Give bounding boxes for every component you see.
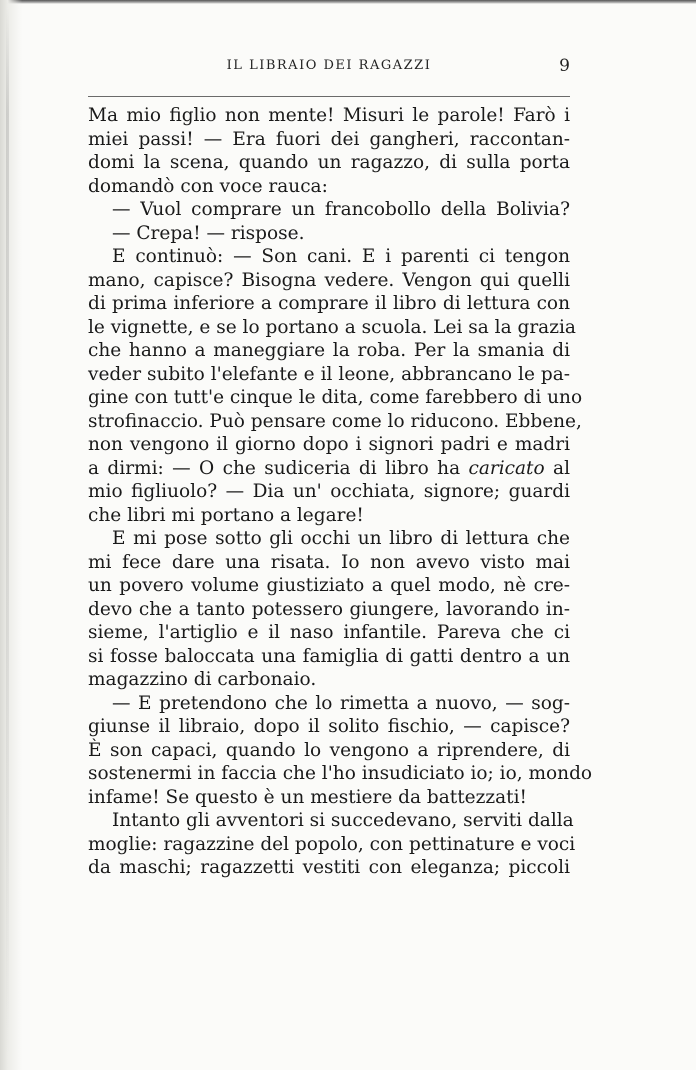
text-line: — E pretendono che lo rimetta a nuovo, — sog- xyxy=(112,692,570,714)
header-rule xyxy=(88,96,570,97)
text-line: si fosse baloccata una famiglia di gatti dentro a un xyxy=(88,645,570,667)
text-line: Ma mio figlio non mente! Misuri le parole! Farò i xyxy=(88,105,570,126)
text-line: infame! Se questo è un mestiere da battezzati! xyxy=(88,786,527,808)
text-line: le vignette, e se lo portano a scuola. Lei sa la grazia xyxy=(88,316,576,338)
binding-fold xyxy=(6,8,9,1058)
text-line: mio figliuolo? — Dia un' occhiata, signore; guardi xyxy=(88,481,570,502)
text-line: Intanto gli avventori si succedevano, serviti dalla xyxy=(112,810,574,831)
text-line: da maschi; ragazzetti vestiti con eleganza; piccoli xyxy=(88,857,570,878)
text-line: veder subito l'elefante e il leone, abbrancano le pa- xyxy=(88,363,570,385)
text-line: È son capaci, quando lo vengono a riprendere, di xyxy=(88,739,570,761)
text-line: di prima inferiore a comprare il libro di lettura con xyxy=(88,293,570,314)
text-line: E mi pose sotto gli occhi un libro di lettura che xyxy=(112,528,570,549)
text-line: sieme, l'artiglio e il naso infantile. Pareva che ci xyxy=(88,622,570,643)
text-line: gine con tutt'e cinque le dita, come farebbero di uno xyxy=(88,387,583,408)
text-line: E continuò: — Son cani. E i parenti ci tengon xyxy=(112,246,570,267)
page-header xyxy=(88,56,570,86)
text-line: che libri mi portano a legare! xyxy=(88,504,364,526)
page-number: 9 xyxy=(559,56,570,76)
body-text xyxy=(88,104,593,880)
running-head: IL LIBRAIO DEI RAGAZZI xyxy=(226,58,432,73)
text-line: — Crepa! — rispose. xyxy=(112,222,305,244)
text-line: giunse il libraio, dopo il solito fischio, — capisce? xyxy=(88,716,570,737)
gutter-shadow xyxy=(0,0,22,1070)
text-line: mi fece dare una risata. Io non avevo visto mai xyxy=(88,551,570,573)
text-line: domandò con voce rauca: xyxy=(88,175,328,197)
text-line: non vengono il giorno dopo i signori padri e madri xyxy=(88,434,570,455)
text-line: — Vuol comprare un francobollo della Bolivia? xyxy=(112,199,570,220)
text-segment: a dirmi: — O che sudiceria di libro ha xyxy=(88,457,469,479)
text-line: strofinaccio. Può pensare come lo riducono. Ebbene, xyxy=(88,410,582,432)
text-line: miei passi! — Era fuori dei gangheri, raccontan- xyxy=(88,128,570,150)
italic-word: caricato xyxy=(468,457,545,479)
page-top-edge xyxy=(0,0,696,4)
text-segment: al xyxy=(544,457,570,479)
text-line: che hanno a maneggiare la roba. Per la smania di xyxy=(88,340,570,361)
text-line: mano, capisce? Bisogna vedere. Vengon qui quelli xyxy=(88,269,570,291)
text-line: un povero volume giustiziato a quel modo, nè cre- xyxy=(88,575,570,596)
text-line xyxy=(88,457,570,481)
text-line: magazzino di carbonaio. xyxy=(88,669,317,690)
text-line: devo che a tanto potessero giungere, lavorando in- xyxy=(88,598,570,620)
text-line: sostenermi in faccia che l'ho insudiciato io; io, mondo xyxy=(88,763,593,784)
text-line: domi la scena, quando un ragazzo, di sulla porta xyxy=(88,152,570,173)
text-line: moglie: ragazzine del popolo, con pettinature e voci xyxy=(88,833,576,855)
